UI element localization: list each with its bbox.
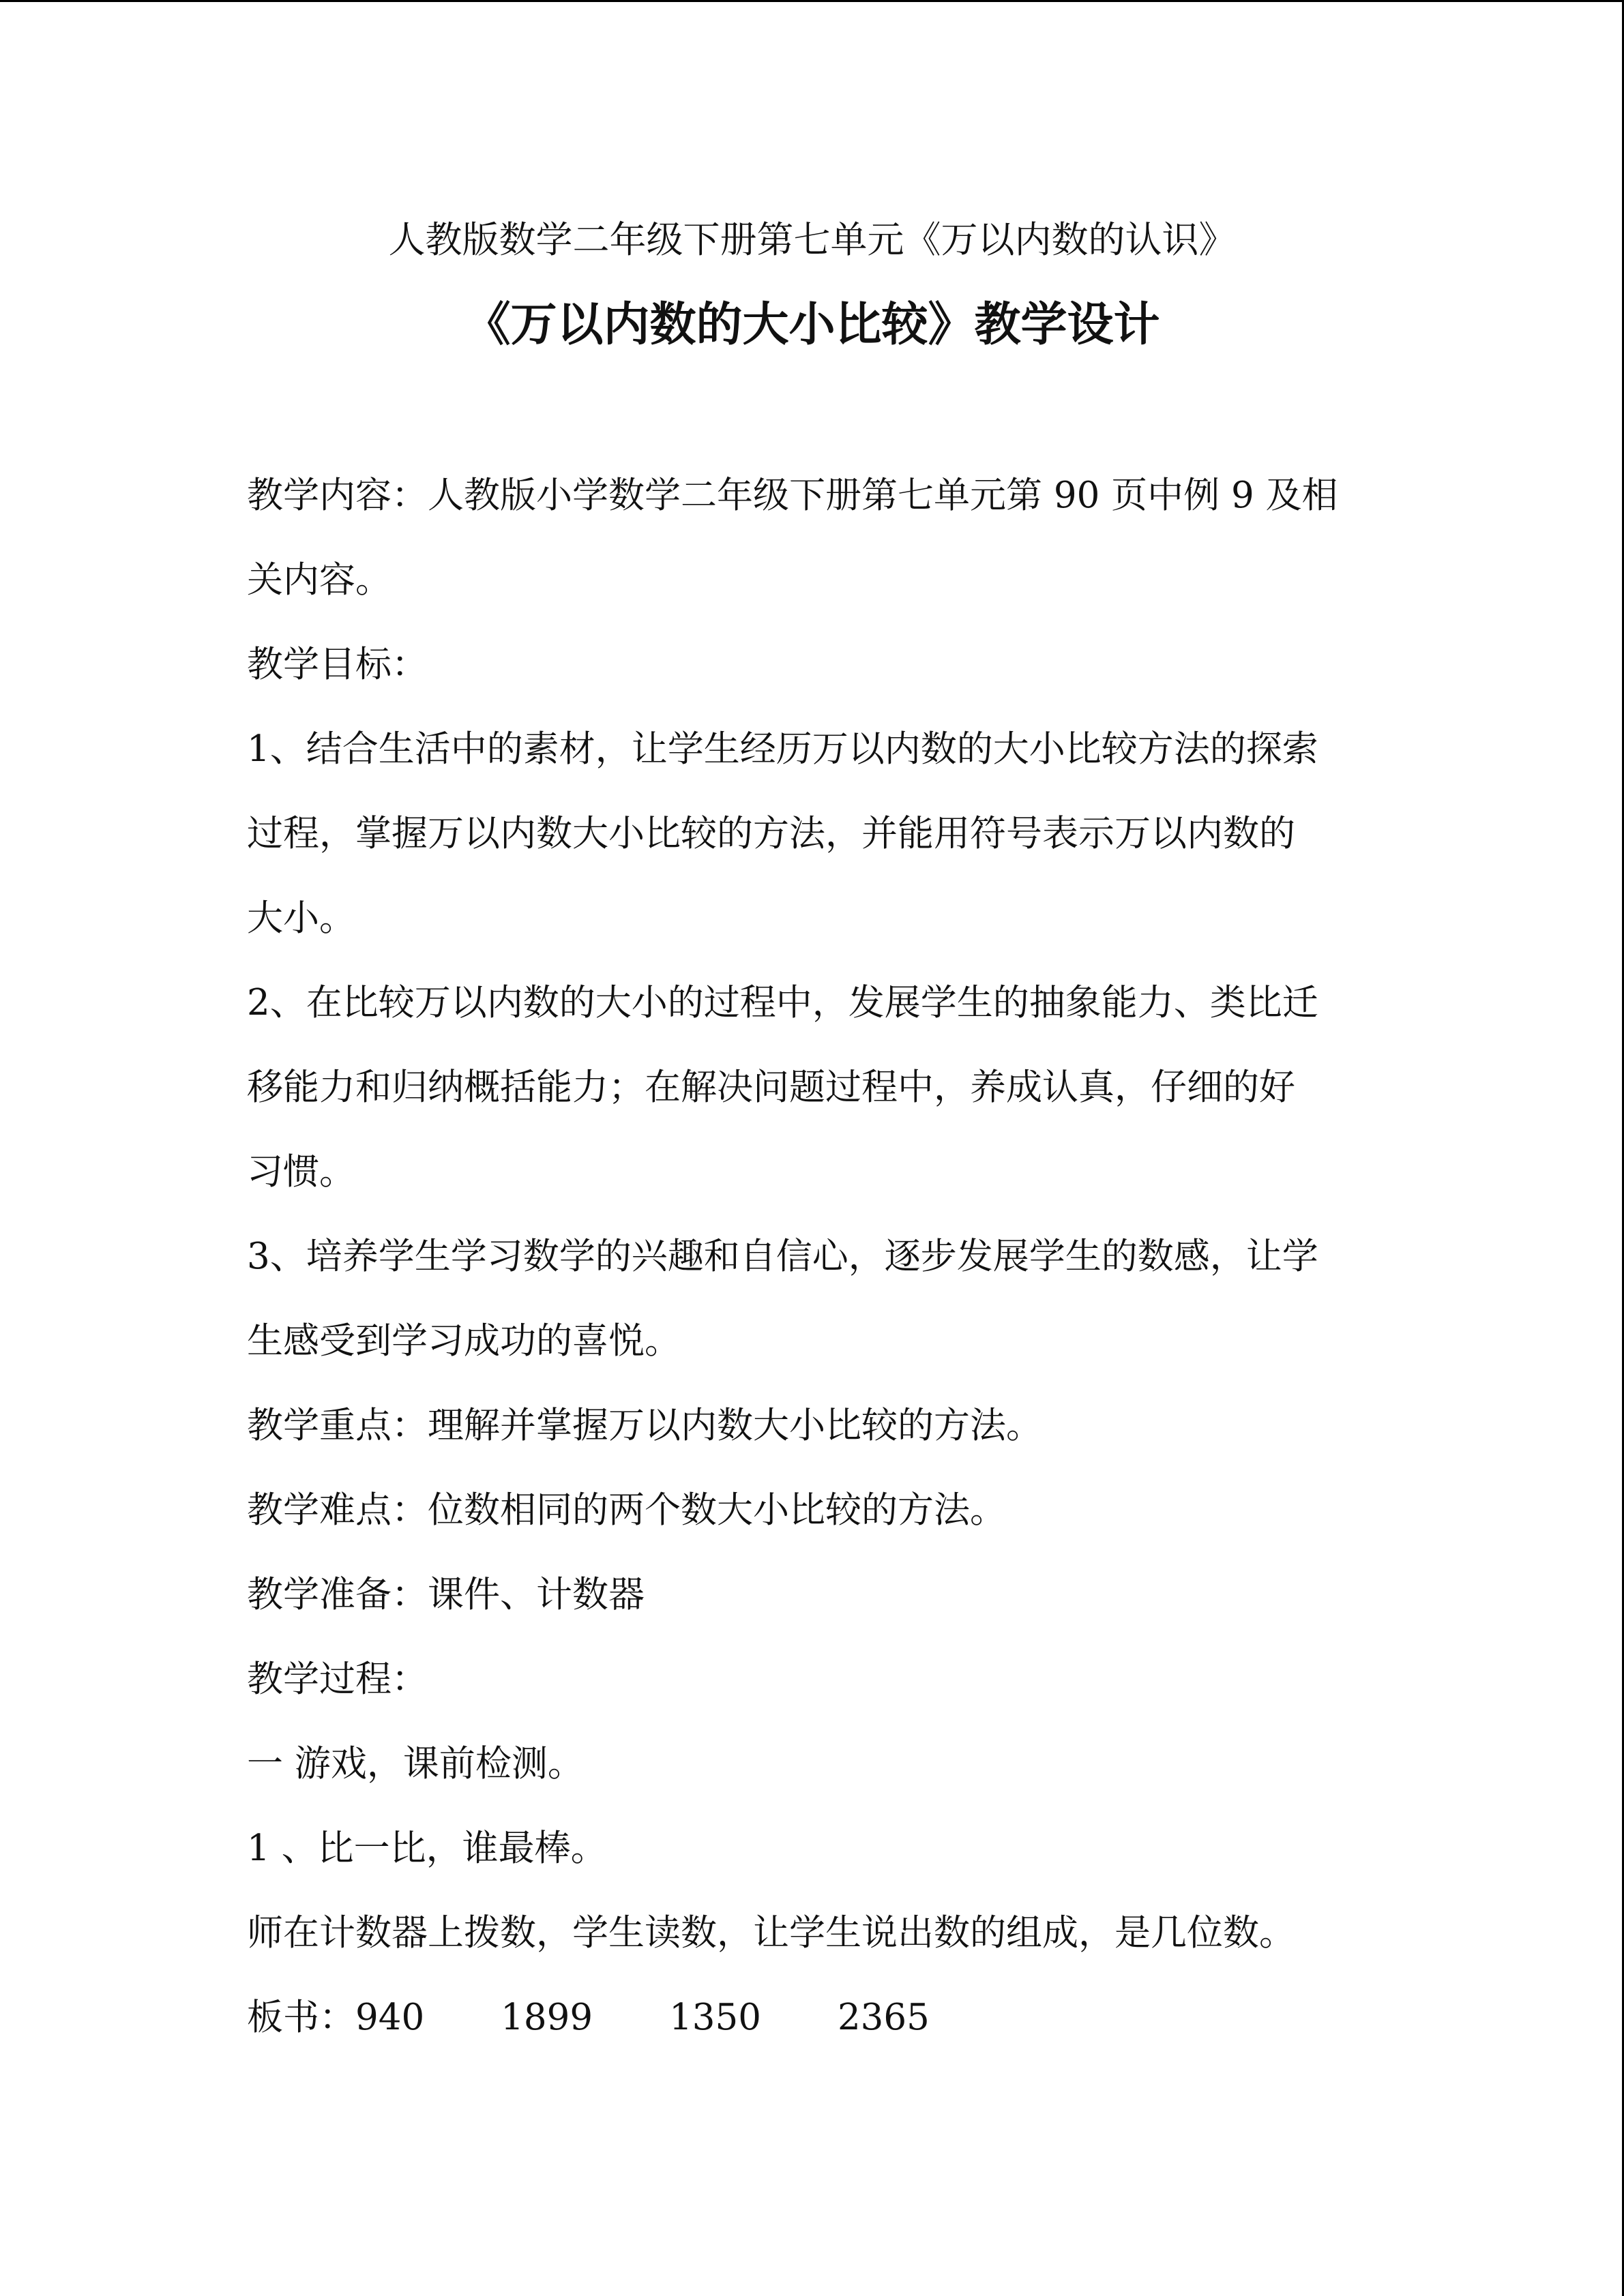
board-number-2: 1899: [501, 1997, 593, 2038]
objectives-heading: 教学目标：: [247, 644, 428, 685]
objective-1-line-2: 过程，掌握万以内数大小比较的方法，并能用符号表示万以内数的: [247, 813, 1295, 854]
board-number-1: 940: [355, 1997, 425, 2038]
objective-3-line-2: 生感受到学习成功的喜悦。: [247, 1320, 681, 1362]
process-heading: 教学过程：: [247, 1658, 428, 1700]
objective-2-line-1: 2、在比较万以内数的大小的过程中，发展学生的抽象能力、类比迁: [247, 982, 1318, 1024]
teaching-content-line-1: 教学内容：人教版小学数学二年级下册第七单元第 90 页中例 9 及相: [247, 475, 1338, 516]
document-subtitle: 人教版数学二年级下册第七单元《万以内数的认识》: [388, 218, 1236, 261]
objective-2-line-3: 习惯。: [247, 1151, 355, 1193]
key-point: 教学重点：理解并掌握万以内数大小比较的方法。: [247, 1405, 1042, 1446]
board-label: 板书：: [247, 1997, 355, 2038]
section-1-heading: 一 游戏，课前检测。: [247, 1743, 584, 1785]
objective-1-line-1: 1、结合生活中的素材，让学生经历万以内数的大小比较方法的探索: [247, 728, 1318, 770]
teaching-content-line-2: 关内容。: [247, 559, 392, 601]
objective-1-line-3: 大小。: [247, 897, 355, 939]
board-number-4: 2365: [837, 1997, 930, 2038]
board-writing: [247, 1976, 1379, 2060]
objective-2-line-2: 移能力和归纳概括能力；在解决问题过程中，养成认真，仔细的好: [247, 1067, 1295, 1108]
difficulty: 教学难点：位数相同的两个数大小比较的方法。: [247, 1489, 1006, 1531]
item-1: 1 、比一比，谁最棒。: [247, 1828, 607, 1869]
preparation: 教学准备：课件、计数器: [247, 1574, 645, 1615]
board-number-3: 1350: [669, 1997, 761, 2038]
document-body: [247, 453, 1379, 2060]
top-border-line: [0, 0, 1624, 2]
teacher-action: 师在计数器上拨数，学生读数，让学生说出数的组成，是几位数。: [247, 1912, 1295, 1954]
document-title: 《万以内数的大小比较》教学设计: [464, 297, 1160, 352]
objective-3-line-1: 3、培养学生学习数学的兴趣和自信心，逐步发展学生的数感，让学: [247, 1236, 1318, 1277]
